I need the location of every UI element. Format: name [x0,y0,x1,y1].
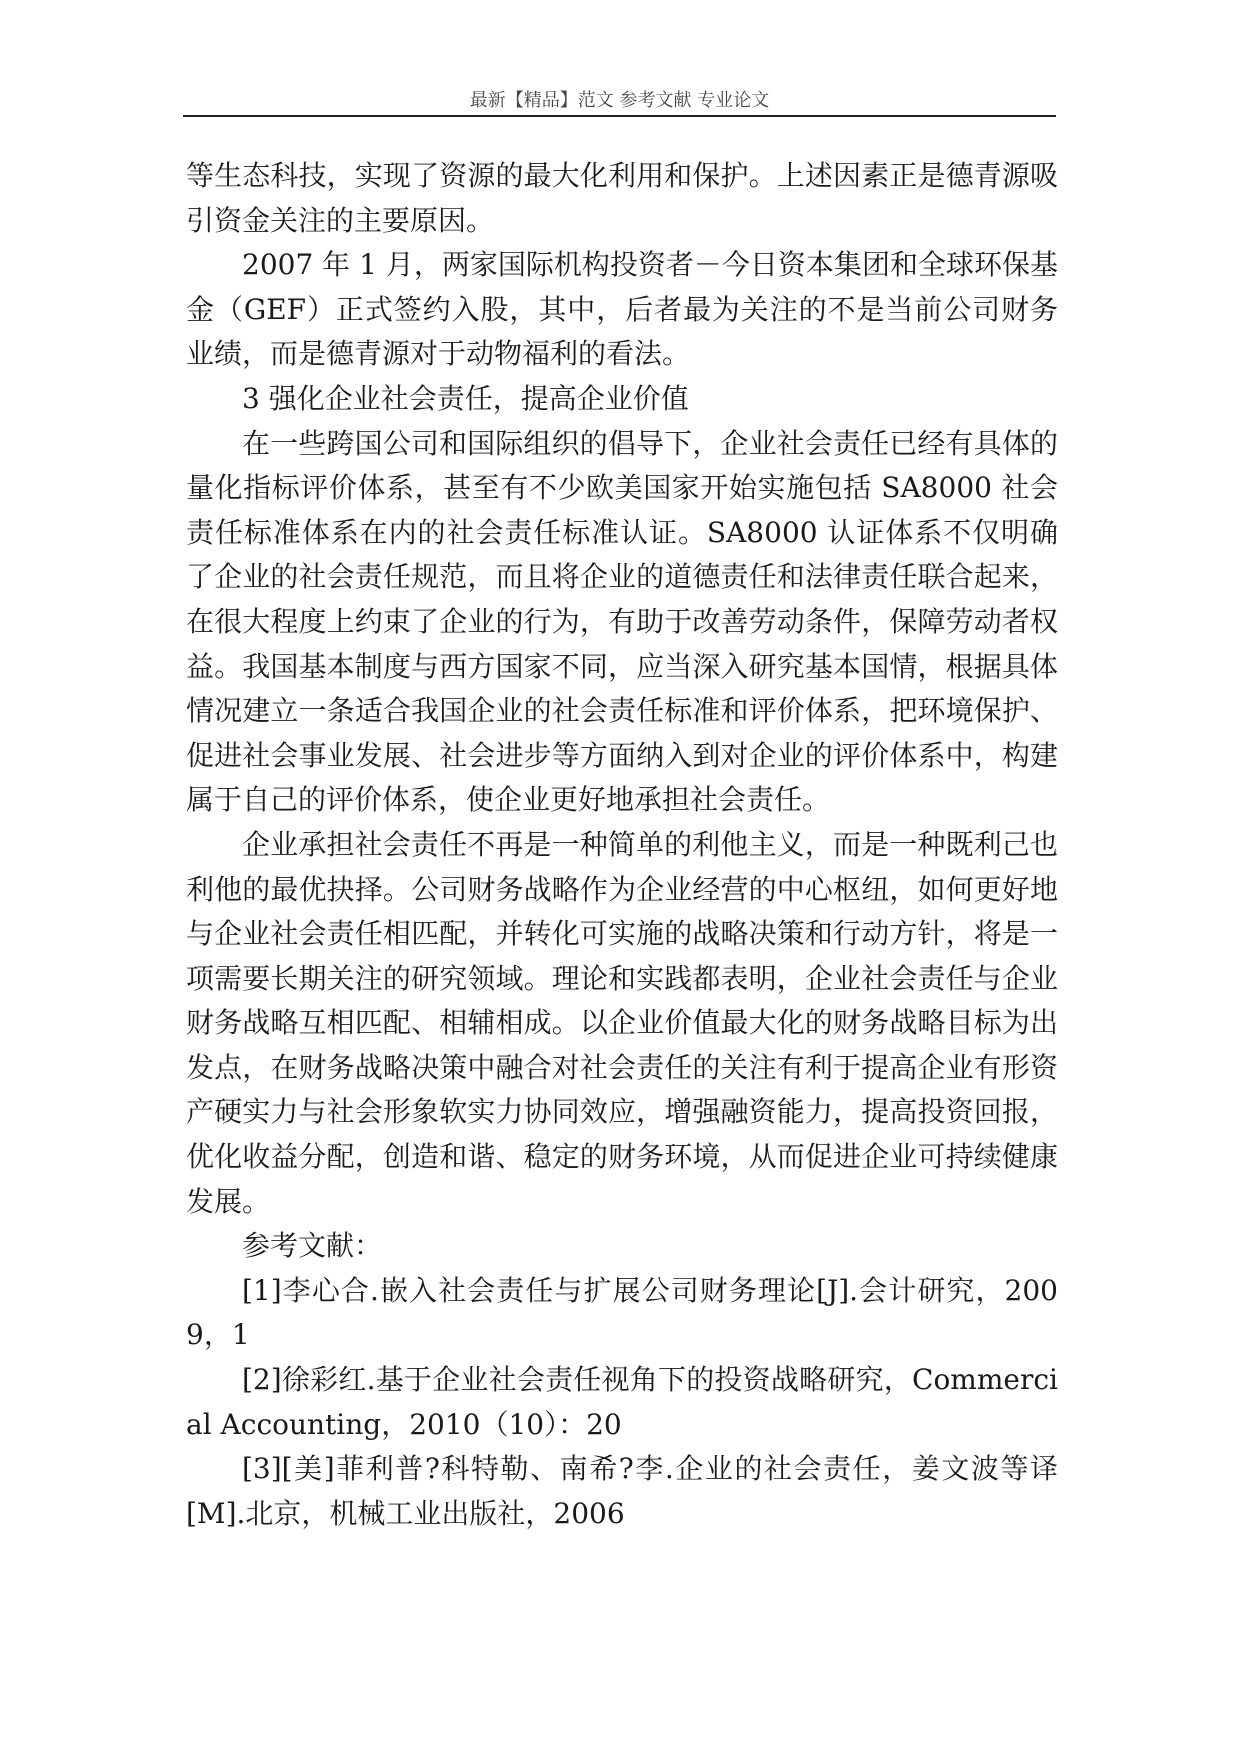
reference-item-1: [1]李心合.嵌入社会责任与扩展公司财务理论[J].会计研究，2009，1 [186,1273,1058,1352]
paragraph-continuation: 等生态科技，实现了资源的最大化利用和保护。上述因素正是德青源吸引资金关注的主要原因。 [186,159,1058,237]
paragraph-sa8000: 在一些跨国公司和国际组织的倡导下，企业社会责任已经有具体的量化指标评价体系，甚至有不少欧美国家开始实施包括 SA8000 社会责任标准体系在内的社会责任标准认证。SA8000 认证体系不仅明确了企业的社会责任规范，而且将企业的道德责任和法律责任联合起来，在很大程度上约束了企业的行为，有助于改善劳动条件，保障劳动者权益。我国基本制度与西方国家不同，应当深入研究基本国情，根据具体情况建立一条适合我国企业的社会责任标准和评价体系，把环境保护、促进社会事业发展、社会进步等方面纳入到对企业的评价体系中，构建属于自己的评价体系，使企业更好地承担社会责任。 [186,426,1058,817]
page-header: 最新【精品】范文 参考文献 专业论文 [469,90,770,111]
reference-item-3: [3][美]菲利普?科特勒、南希?李.企业的社会责任，姜文波等译[M].北京，机械工业出版社，2006 [186,1452,1058,1530]
header-divider [183,115,1056,117]
section-heading: 3 强化企业社会责任，提高企业价值 [242,381,689,415]
document-body [186,154,1058,1536]
reference-item-2: [2]徐彩红.基于企业社会责任视角下的投资战略研究，Commercial Accounting，2010（10）：20 [186,1363,1058,1441]
paragraph-investors: 2007 年 1 月，两家国际机构投资者－今日资本集团和全球环保基金（GEF）正式签约入股，其中，后者最为关注的不是当前公司财务业绩，而是德青源对于动物福利的看法。 [186,248,1058,371]
references-title: 参考文献： [242,1229,383,1263]
paragraph-conclusion: 企业承担社会责任不再是一种简单的利他主义，而是一种既利己也利他的最优抉择。公司财务战略作为企业经营的中心枢纽，如何更好地与企业社会责任相匹配，并转化可实施的战略决策和行动方针，将是一项需要长期关注的研究领域。理论和实践都表明，企业社会责任与企业财务战略互相匹配、相辅相成。以企业价值最大化的财务战略目标为出发点，在财务战略决策中融合对社会责任的关注有利于提高企业有形资产硬实力与社会形象软实力协同效应，增强融资能力，提高投资回报，优化收益分配，创造和谐、稳定的财务环境，从而促进企业可持续健康发展。 [186,827,1058,1218]
